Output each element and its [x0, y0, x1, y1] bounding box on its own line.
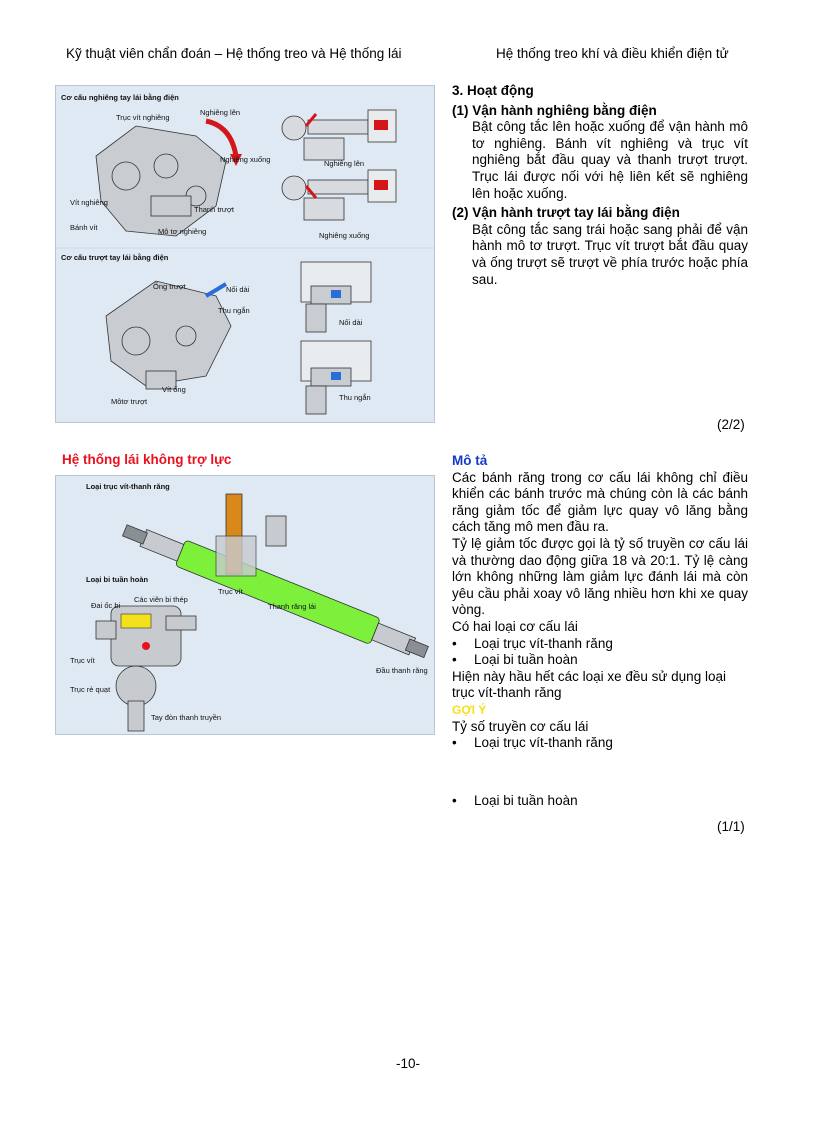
- label-truc-vit-nghieng: Trục vít nghiêng: [116, 113, 170, 122]
- hint-title: GỢI Ý: [452, 702, 487, 717]
- hint-text: Tỷ số truyền cơ cấu lái: [452, 718, 589, 734]
- header-right-title: Hệ thống treo khí và điều khiển điện tử: [496, 46, 729, 61]
- label-nghieng-len: Nghiêng lên: [200, 108, 241, 117]
- description-page-ref: (1/1): [717, 819, 745, 834]
- label-truc-vit-top: Trục vít: [218, 587, 243, 596]
- tilt-operation-text: Bật công tắc lên hoặc xuống để vận hành mô tơ nghiêng. Bánh vít nghiêng và trục vít nghiêng bắt đầu quay và thanh trượt trượt. Trục lái được nối với hệ liên kết sẽ nghiêng lên hoặc xuống.: [472, 119, 748, 201]
- label-dau-thanh-rang: Đầu thanh răng: [376, 666, 428, 675]
- label-thu-ngan-2: Thu ngắn: [339, 393, 371, 402]
- label-thu-ngan: Thu ngắn: [218, 306, 250, 315]
- manual-steering-title: Hệ thống lái không trợ lực: [62, 452, 232, 467]
- label-dai-oc-bi: Đai ốc bi: [91, 601, 121, 610]
- label-tay-don-thanh-truyen: Tay đòn thanh truyền: [151, 713, 222, 722]
- label-cac-vien-bi-thep: Các viên bi thép: [134, 595, 188, 604]
- tilt-operation-title: (1) Vận hành nghiêng bằng điện: [452, 102, 657, 118]
- label-nghieng-xuong-2: Nghiêng xuống: [319, 231, 370, 240]
- description-paragraph-4: Hiện này hầu hết các loại xe đều sử dụng loại trục vít-thanh răng: [452, 668, 726, 701]
- label-ong-truot: Ống trượt: [153, 282, 186, 291]
- list-item: • Loại bi tuần hoàn: [452, 652, 748, 669]
- slide-operation-text: Bật công tắc sang trái hoặc sang phải để vận hành mô tơ trượt. Trục vít trượt bắt đầu quay và ống trượt sẽ trượt về phía trước hoặc phía sau.: [472, 221, 748, 287]
- label-noi-dai-2: Nối dài: [339, 318, 363, 327]
- figure-title-tilt: Cơ cấu nghiêng tay lái bằng điện: [61, 93, 179, 102]
- label-mo-to-nghieng: Mô tơ nghiêng: [158, 227, 207, 236]
- label-nghieng-xuong: Nghiêng xuống: [220, 155, 271, 164]
- figure-title-rack: Loại trục vít-thanh răng: [86, 482, 170, 491]
- label-vit-ong: Vít ống: [162, 385, 186, 394]
- figure-title-ball: Loại bi tuần hoàn: [86, 575, 149, 584]
- section-operation: [452, 83, 748, 288]
- description-paragraph-2: Tỷ lệ giảm tốc được gọi là tỷ số truyền cơ cấu lái và thường dao động giữa 18 và 20:1. Tỷ lệ càng lớn không những làm giảm lực đánh lái mà còn yêu cầu phải xoay vô lăng nhiều hơn khi xe quay vòng.: [452, 535, 748, 618]
- label-thanh-truot: Thanh trượt: [194, 205, 234, 214]
- description-title: Mô tả: [452, 453, 488, 468]
- label-banh-vit: Bánh vít: [70, 223, 98, 232]
- figure-steering-gear-types: [55, 475, 435, 735]
- list-item: • Loại trục vít-thanh răng: [452, 636, 748, 653]
- operation-heading: 3. Hoạt động: [452, 83, 534, 98]
- label-moto-truot: Môtơ trượt: [111, 397, 148, 406]
- header-left-title: Kỹ thuật viên chẩn đoán – Hệ thống treo và Hệ thống lái: [66, 46, 402, 61]
- label-thanh-rang-lai: Thanh răng lái: [268, 602, 316, 611]
- description-paragraph-3: Có hai loại cơ cấu lái: [452, 618, 578, 634]
- figure-title-slide: Cơ cấu trượt tay lái bằng điện: [61, 253, 169, 262]
- slide-operation-title: (2) Vận hành trượt tay lái bằng điện: [452, 205, 680, 221]
- label-noi-dai: Nối dài: [226, 285, 250, 294]
- page-number: -10-: [395, 1056, 420, 1071]
- figure-tilt-slide-mechanism: [55, 85, 435, 423]
- hint-bullet-ball: • Loại bi tuần hoàn: [452, 793, 748, 810]
- label-vit-nghieng: Vít nghiêng: [70, 198, 108, 207]
- section-description: [452, 453, 748, 809]
- label-truc-re-quat: Trục rẻ quạt: [70, 685, 111, 694]
- label-truc-vit-ball: Trục vít: [70, 656, 95, 665]
- operation-page-ref: (2/2): [717, 417, 745, 432]
- hint-bullet-rack: • Loại trục vít-thanh răng: [452, 735, 748, 752]
- description-paragraph-1: Các bánh răng trong cơ cấu lái không chỉ điều khiển các bánh trước mà chúng còn là các bánh răng giảm tốc để giảm lực quay vô lăng bằng cách tăng mô men đầu ra.: [452, 469, 748, 535]
- label-nghieng-len-2: Nghiêng lên: [324, 159, 365, 168]
